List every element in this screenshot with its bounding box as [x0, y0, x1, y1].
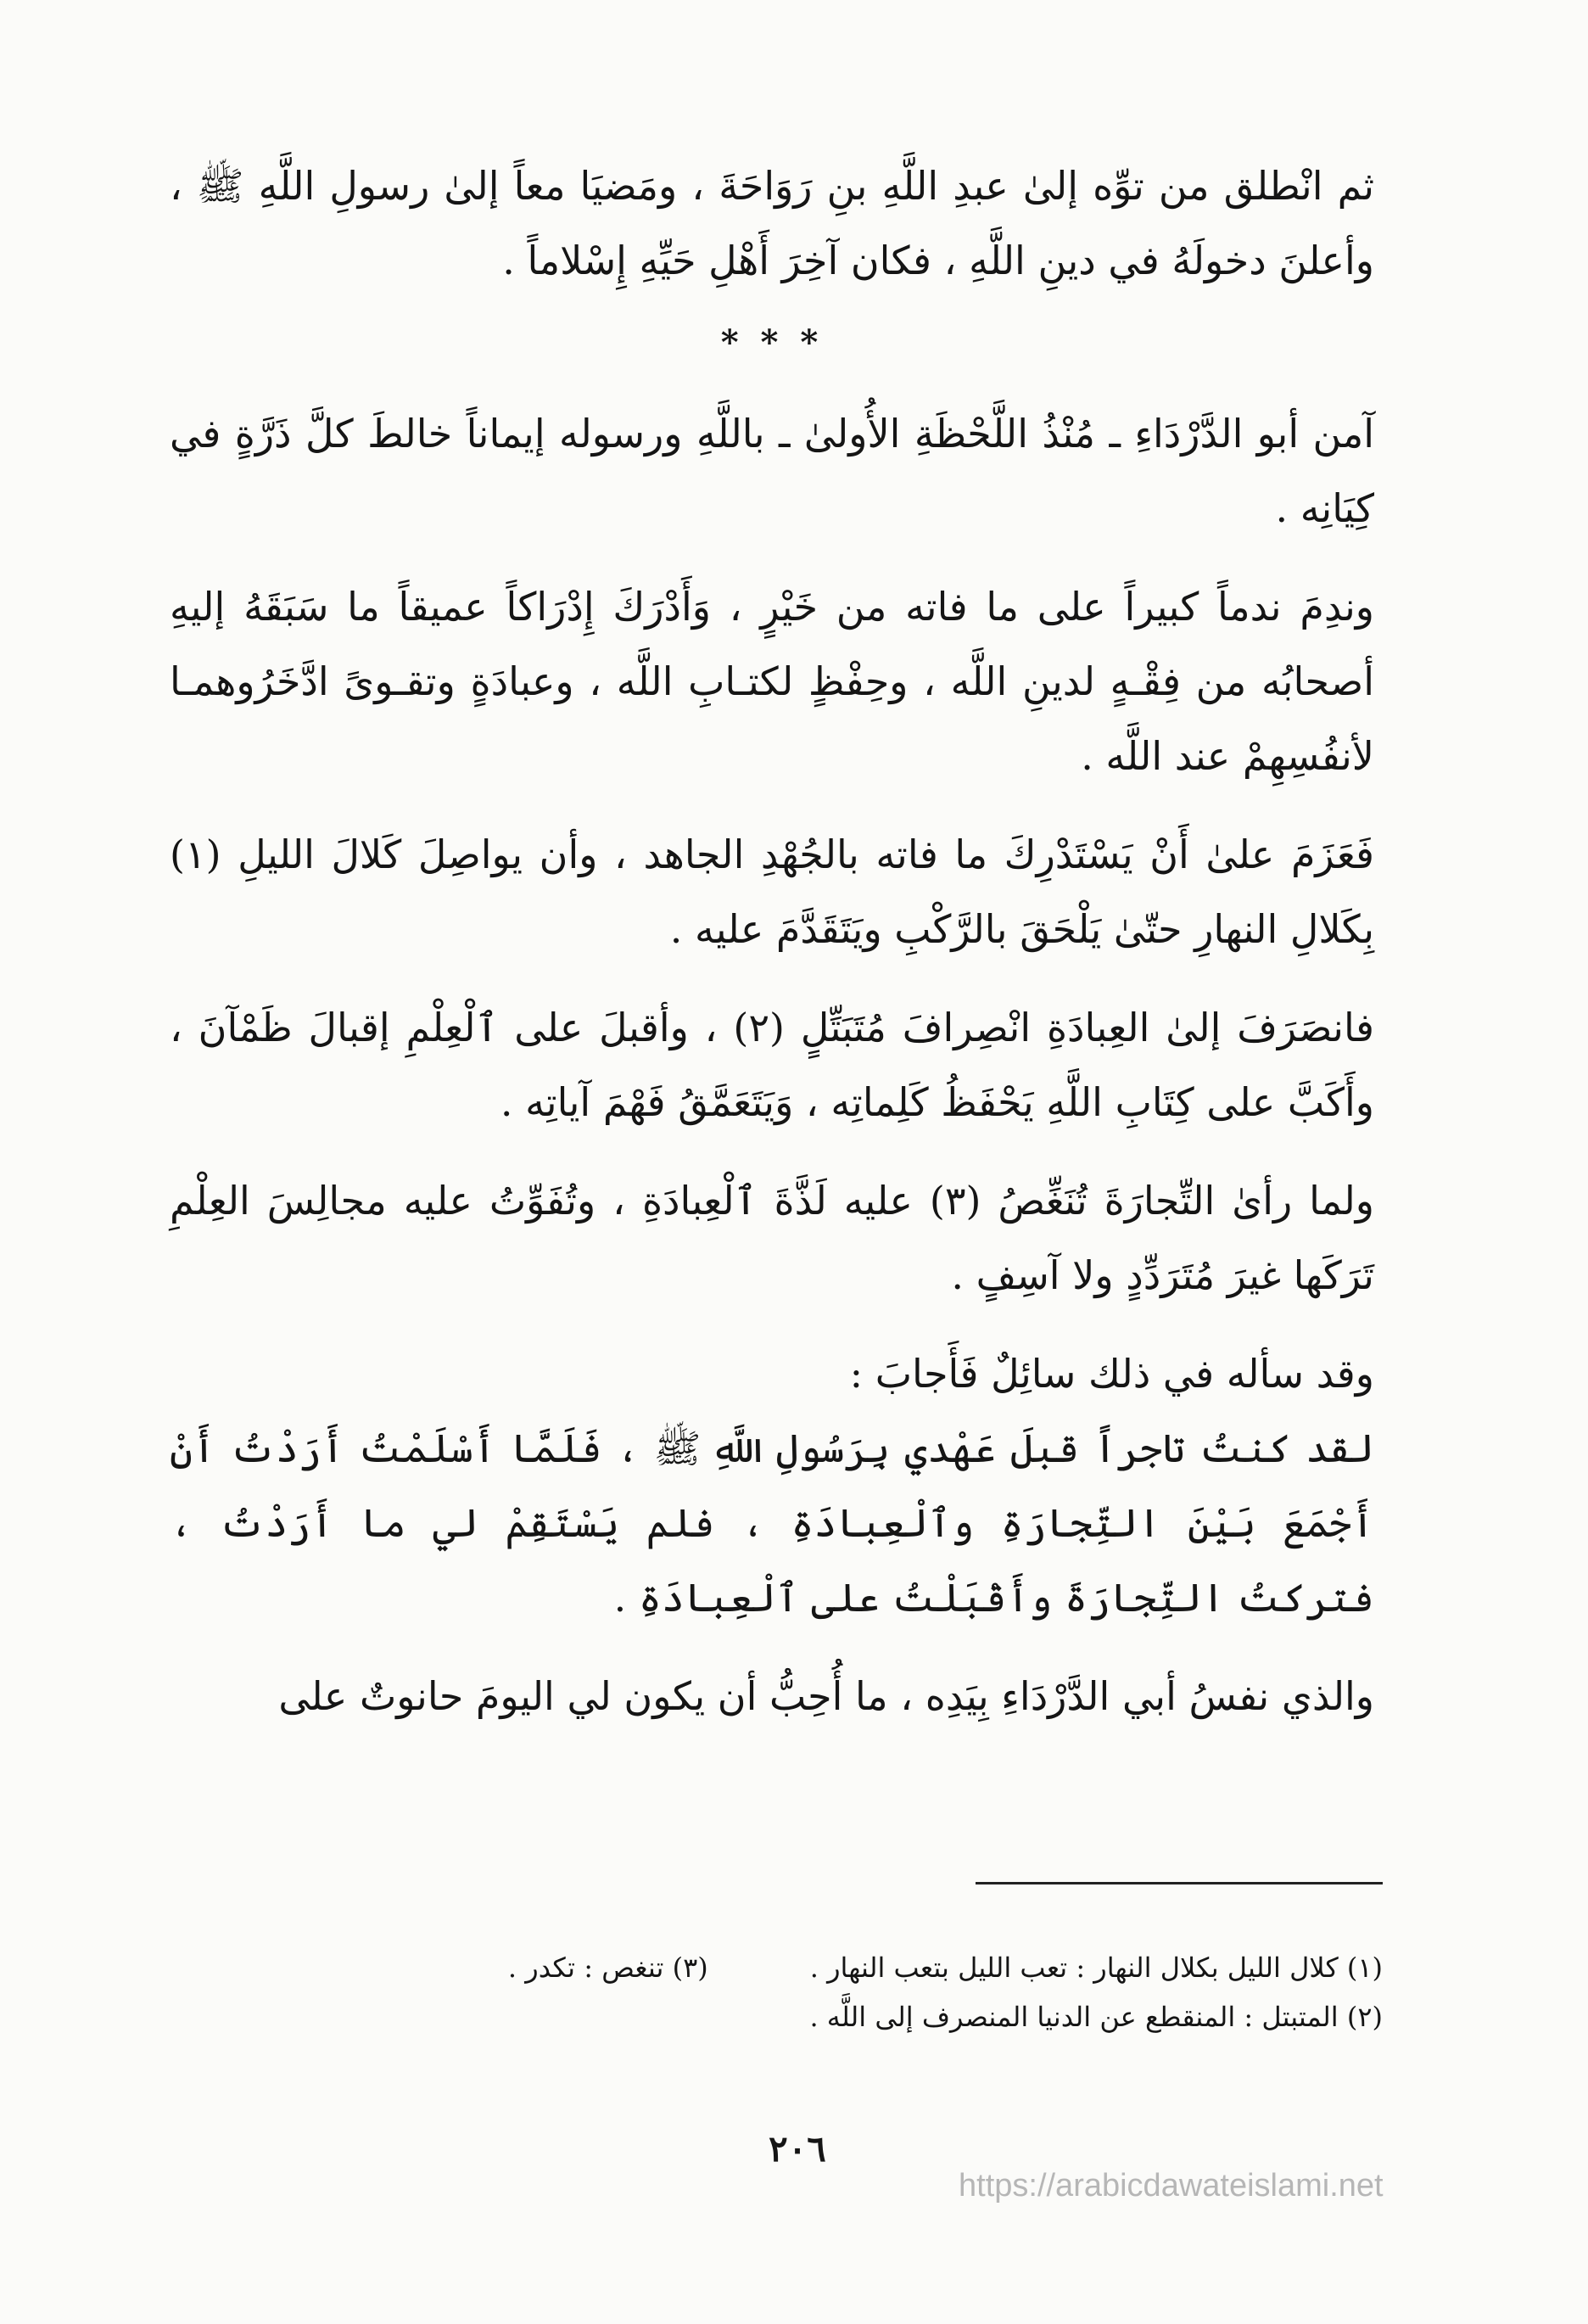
page-number: ٢٠٦: [769, 2128, 826, 2170]
watermark-url: https://arabicdawateislami.net: [959, 2168, 1384, 2204]
section-separator: * * *: [720, 322, 824, 362]
paragraph-2: آمن أبو الدَّرْدَاءِ ـ مُنْذُ اللَّحْظَةِ الأُولىٰ ـ باللَّهِ ورسوله إيماناً خالطَ كلَّ ذَرَّةٍ في كِيَانِه .: [170, 411, 1374, 531]
footnote-divider: [976, 1882, 1383, 1884]
footnote-3: (٣) تنغص : تكدر .: [507, 1952, 708, 1984]
main-text: [170, 148, 1374, 1757]
footnotes: [322, 1943, 1383, 2041]
footnote-row-1: [322, 1943, 1383, 1992]
footnote-row-2: [322, 1992, 1383, 2041]
footnote-1: (١) كلال الليل بكلال النهار : تعب الليل بتعب النهار .: [809, 1952, 1383, 1984]
paragraph-5: فانصَرَفَ إلىٰ العِبادَةِ انْصِرافَ مُتَبَتِّلٍ (٢) ، وأقبلَ على ٱلْعِلْمِ إقبالَ ظَمْآنَ ، وأَكَبَّ على كِتَابِ اللَّهِ يَحْفَظُ كَلِماتِه ، وَيَتَعَمَّقُ فَهْمَ آياتِه .: [170, 1005, 1374, 1125]
paragraph-lead: وقد سأله في ذلك سائِلٌ فَأَجابَ :: [849, 1351, 1374, 1397]
paragraph-4: فَعَزَمَ علىٰ أَنْ يَسْتَدْرِكَ ما فاته بالجُهْدِ الجاهد ، وأن يواصِلَ كَلالَ الليلِ (١) بِكَلالِ النهارِ حتّىٰ يَلْحَقَ بالرَّكْبِ ويَتَقَدَّمَ عليه .: [170, 832, 1374, 952]
footnote-2: (٢) المتبتل : المنقطع عن الدنيا المنصرف إلى اللَّه .: [809, 2001, 1383, 2033]
paragraph-1: ثم انْطلق من توِّه إلىٰ عبدِ اللَّهِ بنِ رَوَاحَةَ ، ومَضيَا معاً إلىٰ رسولِ اللَّهِ ﷺ ، وأعلنَ دخولَهُ في دينِ اللَّهِ ، فكان آخِرَ أَهْلِ حَيِّهِ إِسْلاماً .: [170, 163, 1374, 283]
paragraph-3: وندِمَ ندماً كبيراً على ما فاته من خَيْرٍ ، وَأَدْرَكَ إِدْرَاكاً عميقاً ما سَبَقَهُ إليهِ أصحابُه من فِقْـهٍ لدينِ اللَّه ، وحِفْظٍ لكتـابِ اللَّه ، وعبادَةٍ وتقـوىً ادَّخَرُوهمـا لأنفُسِهِمْ عند اللَّه .: [170, 584, 1374, 779]
quote-paragraph: لقد كنتُ تاجراً قبلَ عَهْدي بِرَسُولِ اللَّهِ ﷺ ، فَلَمَّا أَسْلَمْتُ أَرَدْتُ أَنْ أَجْمَعَ بَيْنَ التِّجارَةِ وٱلْعِبادَةِ ، فلم يَسْتَقِمْ لي ما أَرَدْتُ ، فتركتُ التِّجارَةَ وأَقْبَلْتُ على ٱلْعِبادَةِ .: [170, 1425, 1374, 1621]
paragraph-6: ولما رأىٰ التِّجارَةَ تُنَغِّصُ (٣) عليه لَذَّةَ ٱلْعِبادَةِ ، وتُفَوِّتُ عليه مجالِسَ العِلْمِ تَرَكَها غيرَ مُتَرَدِّدٍ ولا آسِفٍ .: [170, 1178, 1375, 1298]
last-paragraph: والذي نفسُ أبي الدَّرْدَاءِ بِيَدِه ، ما أُحِبُّ أن يكون لي اليومَ حانوتٌ على: [278, 1673, 1374, 1719]
